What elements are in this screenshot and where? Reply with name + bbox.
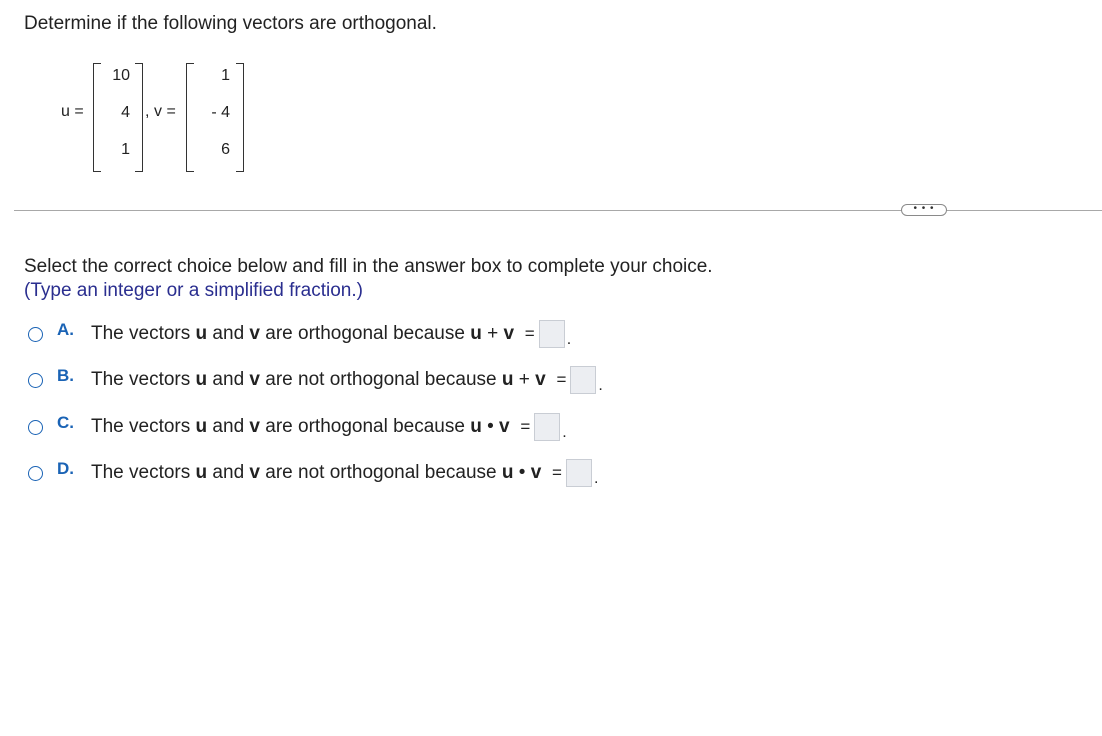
choice-letter-d: D. (57, 459, 74, 478)
choice-letter-b: B. (57, 366, 74, 385)
choice-text-a: The vectors u and v are orthogonal because u + v = (91, 323, 535, 344)
answer-box-a[interactable] (539, 320, 565, 348)
vector-v-entry-1: 1 (221, 67, 230, 84)
vector-v-entry-2: - 4 (211, 104, 230, 121)
more-options-button[interactable]: • • • (901, 204, 947, 216)
vector-v-left-bracket (186, 63, 194, 172)
vector-v-label: v = (154, 103, 176, 120)
choice-a[interactable]: A. The vectors u and v are orthogonal because u + v = . (28, 321, 571, 347)
choice-d[interactable]: D. The vectors u and v are not orthogonal because u • v = . (28, 460, 598, 486)
question-text: Determine if the following vectors are orthogonal. (24, 13, 437, 34)
answer-box-b[interactable] (570, 366, 596, 394)
vector-separator: , (145, 103, 150, 120)
vector-u-label: u = (61, 103, 84, 120)
radio-button-a[interactable] (28, 327, 43, 342)
choice-text-d: The vectors u and v are not orthogonal because u • v = (91, 462, 562, 483)
answer-box-d[interactable] (566, 459, 592, 487)
hint-text: (Type an integer or a simplified fraction.) (24, 280, 363, 301)
vector-v-right-bracket (236, 63, 244, 172)
vector-u-left-bracket (93, 63, 101, 172)
vector-u-entry-1: 10 (112, 67, 130, 84)
radio-button-c[interactable] (28, 420, 43, 435)
radio-button-b[interactable] (28, 373, 43, 388)
choice-text-c: The vectors u and v are orthogonal because u • v = (91, 416, 531, 437)
choice-letter-a: A. (57, 320, 74, 339)
vector-u-entry-3: 1 (121, 141, 130, 158)
instructions-text: Select the correct choice below and fill in the answer box to complete your choice. (24, 256, 713, 277)
choice-text-b: The vectors u and v are not orthogonal because u + v = (91, 369, 567, 390)
choice-letter-c: C. (57, 413, 74, 432)
vector-u-entry-2: 4 (121, 104, 130, 121)
vector-u-right-bracket (135, 63, 143, 172)
choice-c[interactable]: C. The vectors u and v are orthogonal because u • v = . (28, 414, 567, 440)
vector-v-entry-3: 6 (221, 141, 230, 158)
answer-box-c[interactable] (534, 413, 560, 441)
radio-button-d[interactable] (28, 466, 43, 481)
choice-b[interactable]: B. The vectors u and v are not orthogonal because u + v = . (28, 367, 603, 393)
